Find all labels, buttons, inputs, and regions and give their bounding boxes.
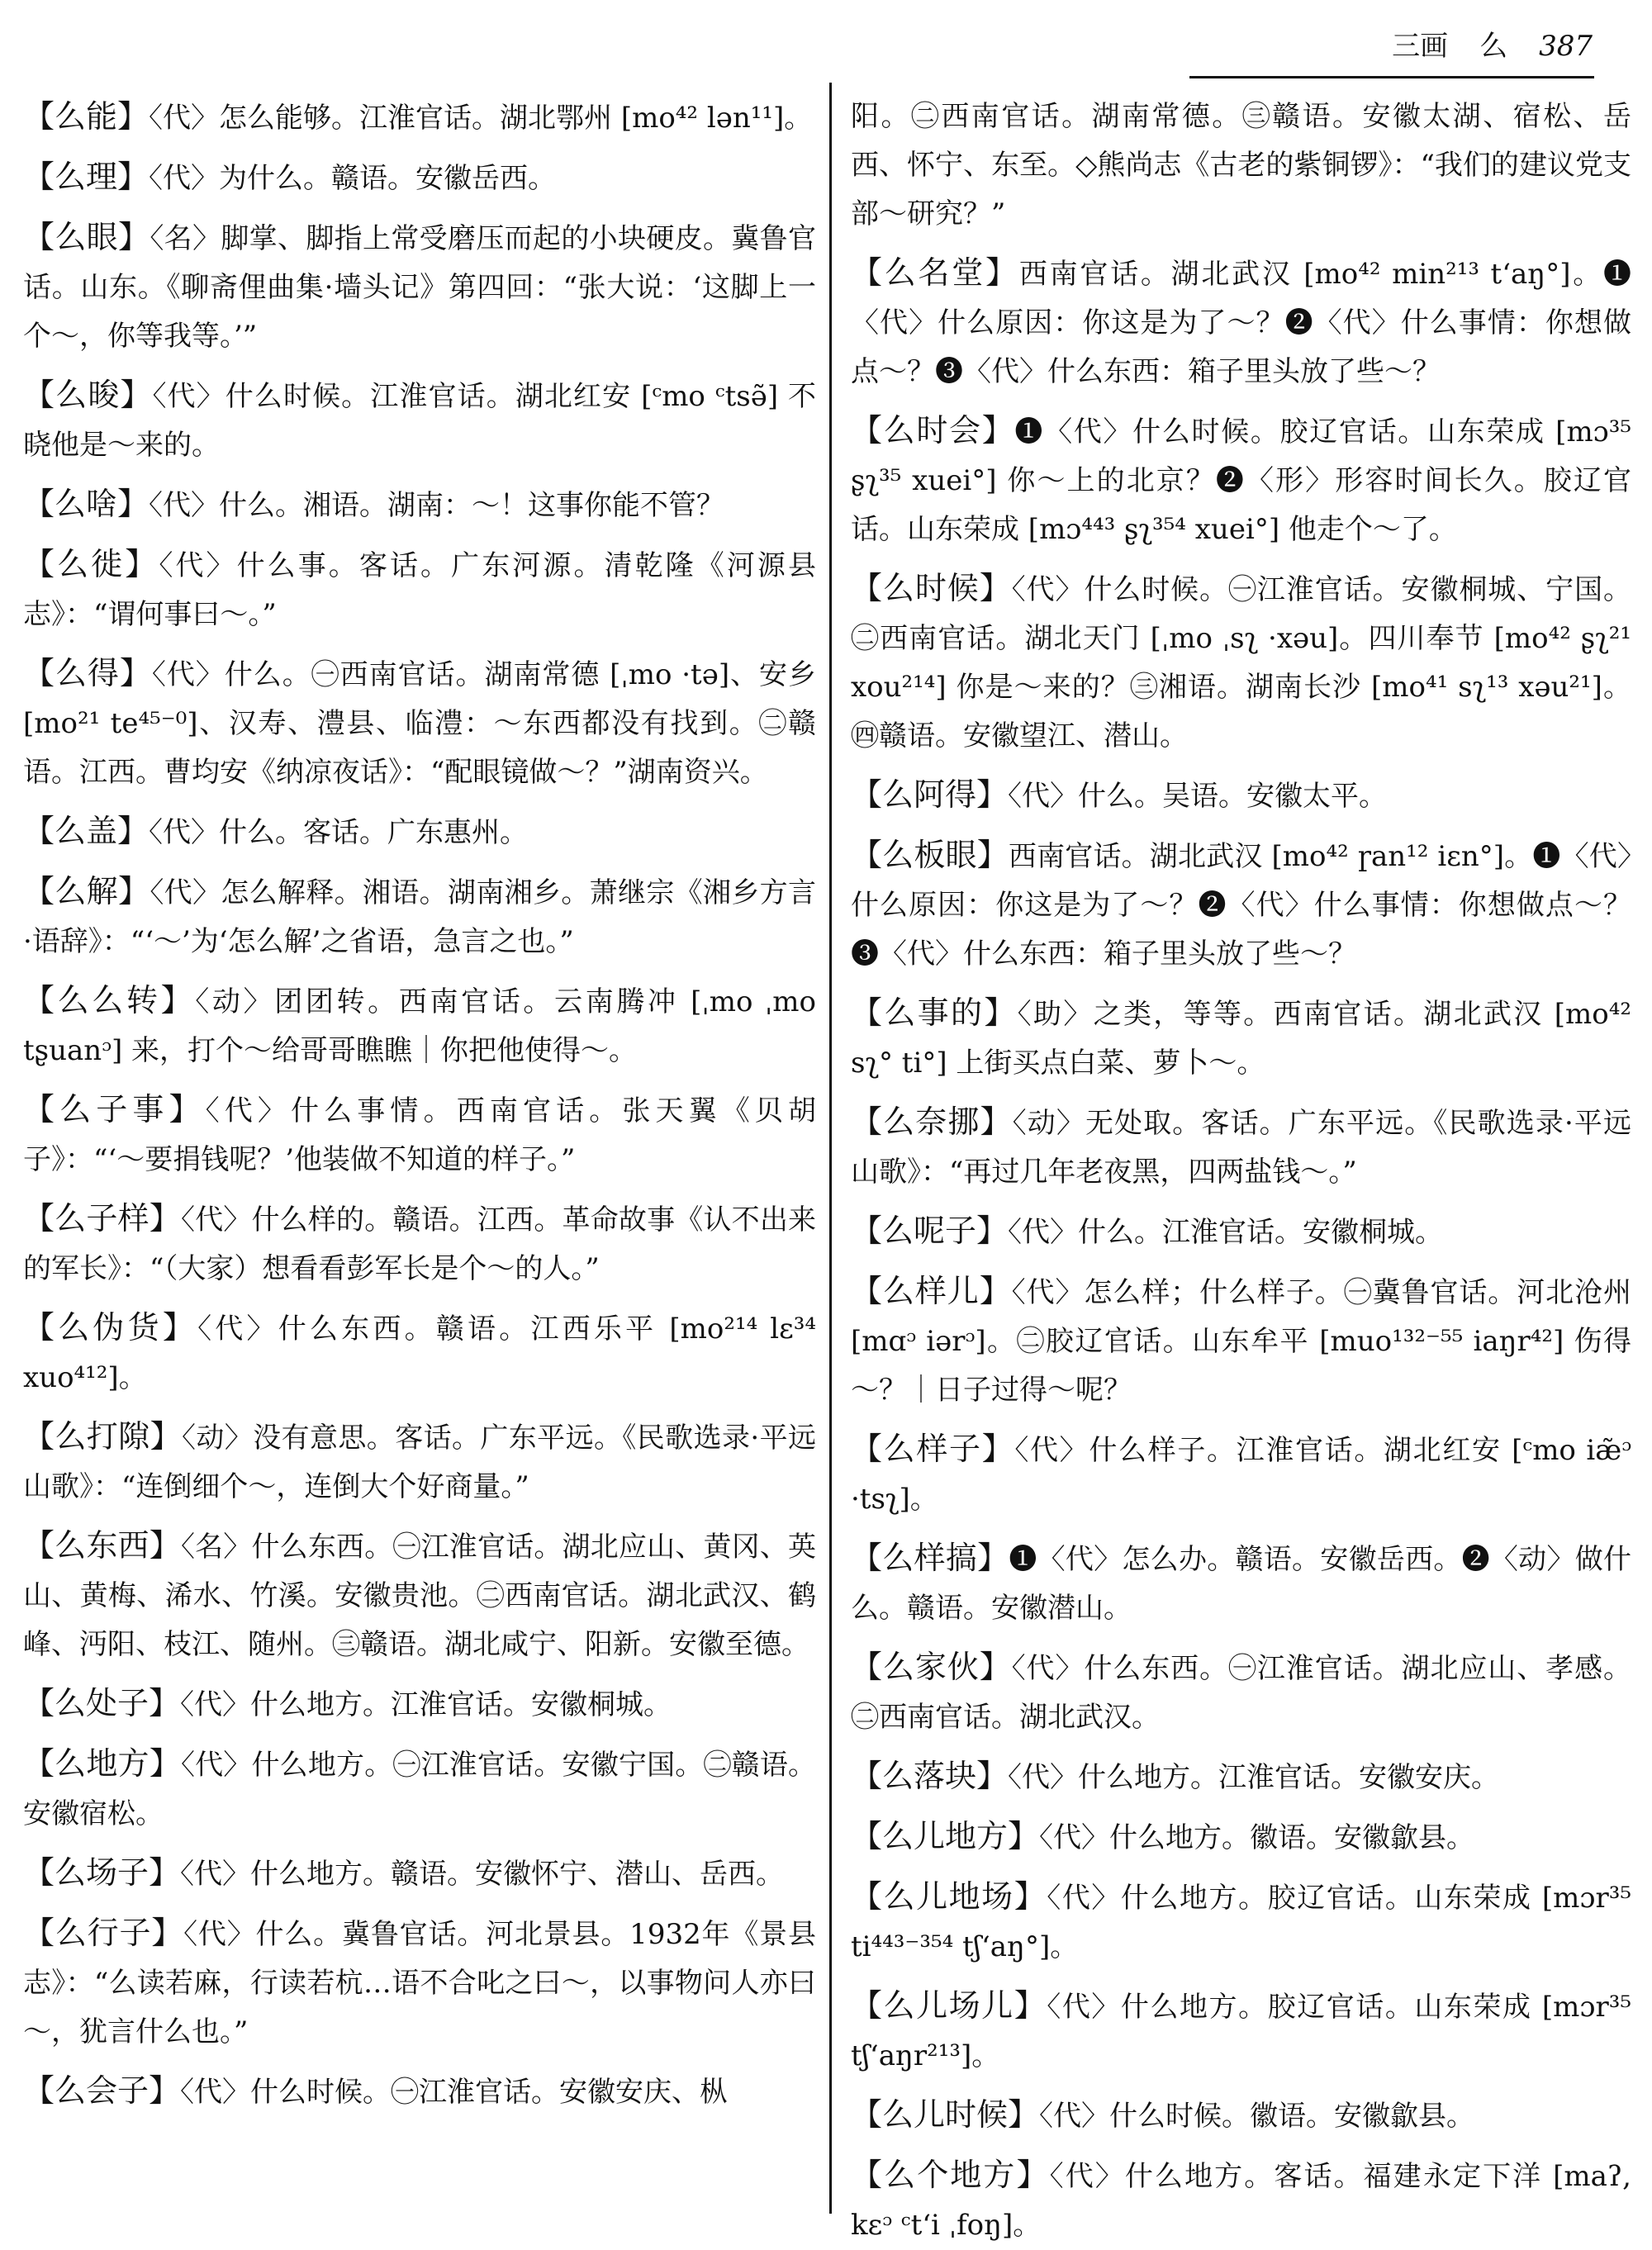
- entry-headword: 【么板眼】: [851, 837, 1009, 873]
- entry-definition: 〈代〉什么时候。徽语。安徽歙县。: [1039, 2100, 1475, 2133]
- dictionary-entry: [851, 2151, 1631, 2250]
- entry-definition: 西南官话。湖北武汉 [mo⁴² min²¹³ tʻaŋ°]。❶〈代〉什么原因：你这是为了～？❷〈代〉什么事情：你想做点～？❸〈代〉什么东西：箱子里头放了些～？: [851, 258, 1631, 388]
- entry-headword: 【么打隙】: [23, 1418, 182, 1455]
- left-column: [23, 93, 816, 2207]
- entry-definition: 〈代〉什么。湘语。湖南：～！这事你能不管？: [149, 489, 725, 522]
- dictionary-entry: [851, 1207, 1631, 1257]
- entry-headword: 【么子样】: [23, 1200, 181, 1237]
- entry-headword: 【么么转】: [23, 982, 196, 1018]
- dictionary-entry: [23, 1849, 816, 1899]
- dictionary-entry: [851, 1752, 1631, 1802]
- entry-headword: 【么名堂】: [851, 254, 1019, 291]
- entry-definition: 〈代〉什么地方。胶辽官话。山东荣成 [mɔr³⁵ tʃʻaŋr²¹³]。: [851, 1991, 1631, 2072]
- dictionary-entry: [851, 771, 1631, 821]
- entry-headword: 【么能】: [23, 98, 150, 135]
- dictionary-entry: [23, 976, 816, 1075]
- dictionary-entry: [23, 213, 816, 361]
- page-number: 387: [1539, 30, 1593, 63]
- entry-definition: 〈代〉怎么能够。江淮官话。湖北鄂州 [mo⁴² lən¹¹]。: [149, 102, 813, 135]
- entry-headword: 【么样子】: [851, 1431, 1015, 1467]
- entry-headword: 【么得】: [23, 655, 152, 691]
- dictionary-entry: [23, 1521, 816, 1669]
- dictionary-entry: [23, 1303, 816, 1403]
- entry-headword: 【么儿场儿】: [851, 1987, 1047, 2024]
- entry-headword: 【么样搞】: [851, 1540, 1009, 1576]
- dictionary-entry: [23, 649, 816, 797]
- entry-definition: 〈代〉什么时候。㊀江淮官话。安徽桐城、宁国。㊁西南官话。湖北天门 [ˌmo ˌsʅ ·xəu]。四川奉节 [mo⁴² ʂʅ²¹ xou²¹⁴] 你是～来的？㊂湘语。湖南长沙 [mo⁴¹ sʅ¹³ xəu²¹]。㊃赣语。安徽望江、潜山。: [851, 573, 1631, 752]
- entry-definition: 〈代〉什么样的。赣语。江西。革命故事《认不出来的军长》：“（大家）想看看彭军长是个～的人。”: [23, 1203, 816, 1285]
- dictionary-entry: [851, 1534, 1631, 1633]
- entry-headword: 【么儿地方】: [851, 1818, 1040, 1854]
- entry-headword: 【么奈挪】: [851, 1104, 1013, 1140]
- entry-headword: 【么样儿】: [851, 1273, 1012, 1309]
- dictionary-entry: [851, 989, 1631, 1088]
- entry-definition: 〈代〉什么。客话。广东惠州。: [149, 816, 529, 849]
- entry-headword: 【么阿得】: [851, 776, 1009, 813]
- dictionary-entry: [23, 807, 816, 857]
- dictionary-entry: [23, 1740, 816, 1839]
- entry-headword: 【么啥】: [23, 486, 150, 522]
- entry-definition: 西南官话。湖北武汉 [mo⁴² ɼan¹² iɛn°]。❶〈代〉什么原因：你这是为了～？❷〈代〉什么事情：你想做点～？❸〈代〉什么东西：箱子里头放了些～？: [851, 840, 1631, 971]
- dictionary-entry: [23, 540, 816, 639]
- entry-headword: 【么行子】: [23, 1915, 184, 1951]
- dictionary-entry: [23, 1085, 816, 1184]
- entry-definition: ❶〈代〉什么时候。胶辽官话。山东荣成 [mɔ³⁵ ʂʅ³⁵ xuei°] 你～上的北京？❷〈形〉形容时间长久。胶辽官话。山东荣成 [mɔ⁴⁴³ ʂʅ³⁵⁴ xuei°] 他走个～了。: [851, 415, 1631, 546]
- dictionary-entry: [23, 2067, 816, 2117]
- entry-headword: 【么子事】: [23, 1091, 206, 1127]
- dictionary-entry: [851, 249, 1631, 396]
- entry-headword: 【么落块】: [851, 1758, 1009, 1794]
- entry-headword: 【么地方】: [23, 1745, 181, 1782]
- entry-definition: 〈代〉什么时候。㊀江淮官话。安徽安庆、枞: [180, 2076, 729, 2109]
- right-column: [851, 93, 1631, 2242]
- entry-definition: 〈代〉什么地方。江淮官话。安徽安庆。: [1008, 1761, 1500, 1794]
- dictionary-entry: [851, 2091, 1631, 2141]
- entry-headword: 【么理】: [23, 159, 150, 195]
- dictionary-entry: [23, 93, 816, 143]
- entry-headword: 【么儿时候】: [851, 2096, 1040, 2133]
- entry-definition: 〈代〉什么地方。江淮官话。安徽桐城。: [180, 1688, 672, 1721]
- dictionary-entry: [851, 831, 1631, 979]
- column-divider: [829, 83, 832, 2214]
- entry-definition: 〈代〉什么东西。赣语。江西乐平 [mo²¹⁴ lɛ³⁴ xuo⁴¹²]。: [23, 1312, 816, 1394]
- dictionary-entry: [23, 480, 816, 530]
- dictionary-entry: [851, 1873, 1631, 1972]
- entry-definition: 〈动〉无处取。客话。广东平远。《民歌选录·平远山歌》：“再过几年老夜黑，四两盐钱～。”: [851, 1107, 1631, 1189]
- entry-definition: 〈代〉什么事情。西南官话。张天翼《贝胡子》：“‘～要捐钱呢？’他装做不知道的样子。”: [23, 1094, 816, 1176]
- entry-headword: 【么徙】: [23, 546, 159, 582]
- entry-definition: 〈代〉什么事。客话。广东河源。清乾隆《河源县志》：“谓何事曰～。”: [23, 549, 816, 631]
- entry-headword: 【么会子】: [23, 2072, 181, 2109]
- continued-entry-text: 阳。㊁西南官话。湖南常德。㊂赣语。安徽太湖、宿松、岳西、怀宁、东至。◇熊尚志《古老的紫铜锣》：“我们的建议党支部～研究？”: [851, 100, 1631, 230]
- dictionary-entry: [23, 1909, 816, 2057]
- dictionary-entry: [851, 1098, 1631, 1197]
- section-label: 三画: [1392, 30, 1449, 63]
- header-rule: [1189, 76, 1594, 78]
- entry-headword: 【么儿地场】: [851, 1878, 1047, 1915]
- entry-definition: 〈动〉没有意思。客话。广东平远。《民歌选录·平远山歌》：“连倒细个～，连倒大个好商量。”: [23, 1422, 816, 1503]
- dictionary-entry: [851, 406, 1631, 554]
- entry-headword: 【么场子】: [23, 1854, 181, 1891]
- entry-definition: 〈代〉什么。吴语。安徽太平。: [1008, 780, 1388, 813]
- dictionary-entry: [851, 1425, 1631, 1524]
- dictionary-entry: [23, 371, 816, 470]
- entry-headword: 【么时会】: [851, 412, 1015, 449]
- entry-headword: 【么家伙】: [851, 1649, 1012, 1685]
- dictionary-entry: [851, 1643, 1631, 1742]
- entry-definition: 〈代〉为什么。赣语。安徽岳西。: [149, 162, 557, 195]
- entry-definition: ❶〈代〉怎么办。赣语。安徽岳西。❷〈动〉做什么。赣语。安徽潜山。: [851, 1543, 1631, 1625]
- dictionary-entry: [23, 153, 816, 203]
- entry-headword: 【么东西】: [23, 1527, 181, 1564]
- entry-headword: 【么眼】: [23, 219, 150, 255]
- entry-headword: 【么处子】: [23, 1685, 181, 1721]
- page-header: [1392, 23, 1593, 64]
- dictionary-entry: [851, 1982, 1631, 2081]
- entry-definition: 〈代〉什么地方。赣语。安徽怀宁、潜山、岳西。: [180, 1858, 785, 1891]
- entry-definition: 〈动〉团团转。西南官话。云南腾冲 [ˌmo ˌmo tʂuanᵓ] 来，打个～给哥哥瞧瞧｜你把他使得～。: [23, 985, 816, 1067]
- entry-headword: 【么晙】: [23, 377, 153, 413]
- entry-definition: 〈代〉什么。江淮官话。安徽桐城。: [1008, 1216, 1444, 1249]
- entry-definition: 〈名〉脚掌、脚指上常受磨压而起的小块硬皮。冀鲁官话。山东。《聊斋俚曲集·墙头记》第四回：“张大说：‘这脚上一个～，你等我等。’”: [23, 222, 816, 353]
- entry-definition: 〈代〉什么地方。徽语。安徽歙县。: [1039, 1821, 1475, 1854]
- entry-headword: 【么解】: [23, 873, 150, 909]
- entry-definition: 〈代〉什么地方。客话。福建永定下洋 [maʔ, kɛᵓ ᶜtʻi ˌfoŋ]。: [851, 2160, 1631, 2242]
- entry-definition: 〈代〉什么地方。胶辽官话。山东荣成 [mɔr³⁵ ti⁴⁴³⁻³⁵⁴ tʃʻaŋ°]。: [851, 1882, 1631, 1963]
- dictionary-entry: [851, 1812, 1631, 1863]
- entry-headword: 【么伪货】: [23, 1309, 198, 1346]
- entry-definition: 〈代〉怎么样；什么样子。㊀冀鲁官话。河北沧州 [mɑᵓ iərᵓ]。㊁胶辽官话。山东牟平 [muo¹³²⁻⁵⁵ iaŋr⁴²] 伤得～？｜日子过得～呢？: [851, 1276, 1631, 1407]
- dictionary-entry: [23, 1194, 816, 1294]
- dictionary-entry: [23, 867, 816, 966]
- dictionary-entry: [851, 564, 1631, 761]
- entry-definition: 〈代〉什么。㊀西南官话。湖南常德 [ˌmo ·tə]、安乡 [mo²¹ te⁴⁵⁻⁰]、汉寿、澧县、临澧：～东西都没有找到。㊁赣语。江西。曹均安《纳凉夜话》：“配眼镜做～？”湖南资兴。: [23, 658, 816, 789]
- entry-definition: 〈代〉怎么解释。湘语。湖南湘乡。萧继宗《湘乡方言·语辞》：“‘～’为‘怎么解’之省语，急言之也。”: [23, 876, 816, 958]
- header-character: 么: [1479, 30, 1508, 63]
- entry-headword: 【么事的】: [851, 994, 1018, 1031]
- entry-headword: 【么时候】: [851, 570, 1012, 606]
- dictionary-entry: [23, 1412, 816, 1512]
- entry-headword: 【么呢子】: [851, 1213, 1009, 1249]
- entry-definition: 〈代〉什么东西。㊀江淮官话。湖北应山、孝感。㊁西南官话。湖北武汉。: [851, 1652, 1631, 1734]
- entry-definition: 〈助〉之类，等等。西南官话。湖北武汉 [mo⁴² sʅ° ti°] 上街买点白菜、萝卜～。: [851, 998, 1631, 1080]
- entry-definition: 〈代〉什么地方。㊀江淮官话。安徽宁国。㊁赣语。安徽宿松。: [23, 1749, 816, 1830]
- entry-headword: 【么盖】: [23, 813, 150, 849]
- entry-definition: 〈代〉什么。冀鲁官话。河北景县。1932年《景县志》：“么读若麻，行读若杭…语不合叱之曰～，以事物问人亦曰～，犹言什么也。”: [23, 1918, 816, 2048]
- entry-definition: 〈名〉什么东西。㊀江淮官话。湖北应山、黄冈、英山、黄梅、浠水、竹溪。安徽贵池。㊁西南官话。湖北武汉、鹤峰、沔阳、枝江、随州。㊂赣语。湖北咸宁、阳新。安徽至德。: [23, 1531, 816, 1661]
- dictionary-entry: [23, 1679, 816, 1730]
- dictionary-entry: [851, 1267, 1631, 1415]
- entry-headword: 【么个地方】: [851, 2157, 1050, 2193]
- entry-definition: 〈代〉什么时候。江淮官话。湖北红安 [ᶜmo ᶜtsə̃] 不晓他是～来的。: [23, 380, 816, 462]
- entry-definition: 〈代〉什么样子。江淮官话。湖北红安 [ᶜmo iæ̃ᵓ ·tsʅ]。: [851, 1434, 1631, 1516]
